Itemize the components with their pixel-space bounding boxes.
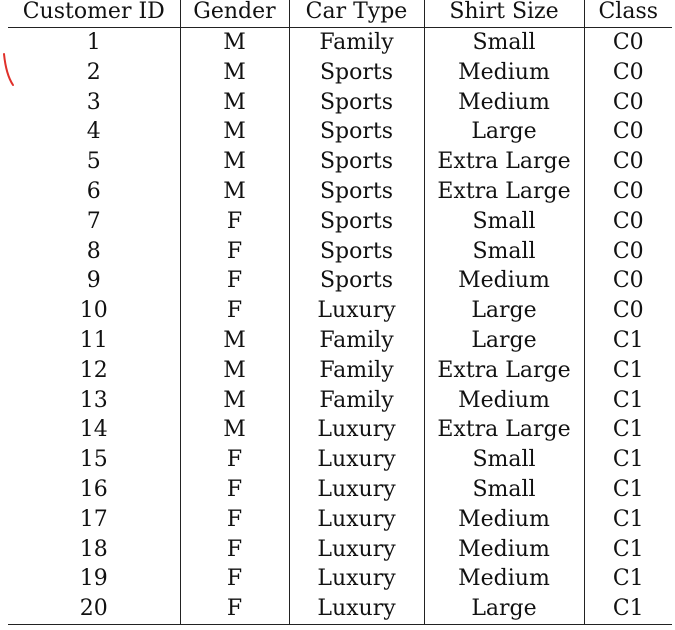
cell-gender: F (180, 266, 289, 296)
cell-car-type: Luxury (289, 415, 424, 445)
cell-shirt-size: Small (424, 237, 584, 267)
table-row (8, 535, 672, 565)
cell-car-type: Luxury (289, 594, 424, 624)
cell-gender: M (180, 177, 289, 207)
cell-gender: M (180, 356, 289, 386)
cell-gender: M (180, 28, 289, 58)
header-customer-id: Customer ID (8, 0, 180, 28)
cell-customer-id: 20 (8, 594, 180, 624)
cell-class: C1 (584, 326, 672, 356)
cell-class: C0 (584, 88, 672, 118)
cell-class: C0 (584, 207, 672, 237)
cell-car-type: Sports (289, 207, 424, 237)
cell-car-type: Sports (289, 58, 424, 88)
cell-gender: M (180, 58, 289, 88)
cell-customer-id: 18 (79, 536, 108, 562)
cell-shirt-size: Small (424, 207, 584, 237)
table-row (8, 296, 672, 326)
cell-customer-id: 9 (86, 268, 101, 294)
table-row (8, 237, 672, 267)
cell-shirt-size: Medium (424, 58, 584, 88)
cell-class: C1 (584, 535, 672, 565)
header-shirt-size: Shirt Size (424, 0, 584, 28)
cell-class: C0 (584, 147, 672, 177)
cell-shirt-size: Large (424, 326, 584, 356)
header-car-type: Car Type (289, 0, 424, 28)
table-row (8, 88, 672, 118)
cell-class: C0 (584, 117, 672, 147)
cell-shirt-size: Medium (424, 386, 584, 416)
table-row (8, 415, 672, 445)
cell-gender: F (180, 475, 289, 505)
table-row (8, 386, 672, 416)
cell-shirt-size: Medium (424, 564, 584, 594)
cell-car-type: Family (289, 356, 424, 386)
table-row (8, 594, 672, 624)
cell-car-type: Sports (289, 177, 424, 207)
cell-class: C0 (584, 177, 672, 207)
cell-shirt-size: Medium (424, 88, 584, 118)
cell-customer-id: 3 (86, 89, 101, 115)
cell-class: C1 (584, 564, 672, 594)
cell-car-type: Luxury (289, 535, 424, 565)
cell-car-type: Luxury (289, 445, 424, 475)
cell-class: C0 (584, 266, 672, 296)
cell-gender: F (180, 594, 289, 624)
cell-gender: F (180, 445, 289, 475)
cell-car-type: Luxury (289, 296, 424, 326)
cell-car-type: Family (289, 386, 424, 416)
table-row (8, 475, 672, 505)
cell-gender: M (180, 147, 289, 177)
cell-shirt-size: Large (424, 296, 584, 326)
cell-car-type: Family (289, 326, 424, 356)
table-row (8, 505, 672, 535)
cell-shirt-size: Extra Large (424, 147, 584, 177)
cell-shirt-size: Medium (424, 535, 584, 565)
cell-gender: F (180, 535, 289, 565)
cell-gender: M (180, 117, 289, 147)
cell-customer-id: 5 (86, 149, 101, 175)
cell-customer-id: 11 (79, 327, 108, 353)
cell-shirt-size: Extra Large (424, 356, 584, 386)
cell-shirt-size: Medium (424, 266, 584, 296)
cell-class: C1 (584, 356, 672, 386)
cell-car-type: Sports (289, 88, 424, 118)
cell-gender: M (180, 415, 289, 445)
cell-customer-id: 4 (86, 119, 101, 145)
cell-class: C1 (584, 505, 672, 535)
cell-customer-id: 12 (79, 357, 108, 383)
cell-shirt-size: Large (424, 117, 584, 147)
cell-class: C0 (584, 296, 672, 326)
data-table-container (8, 0, 672, 625)
cell-class: C1 (584, 594, 672, 624)
cell-gender: F (180, 237, 289, 267)
cell-shirt-size: Small (424, 445, 584, 475)
cell-class: C1 (584, 475, 672, 505)
table-row (8, 564, 672, 594)
table-row (8, 356, 672, 386)
cell-gender: F (180, 505, 289, 535)
cell-class: C0 (584, 58, 672, 88)
cell-customer-id: 13 (79, 387, 108, 413)
cell-shirt-size: Extra Large (424, 177, 584, 207)
cell-car-type: Luxury (289, 475, 424, 505)
cell-car-type: Sports (289, 237, 424, 267)
cell-shirt-size: Small (424, 28, 584, 58)
table-row (8, 207, 672, 237)
cell-customer-id: 17 (79, 506, 108, 532)
table-row (8, 147, 672, 177)
cell-gender: M (180, 88, 289, 118)
cell-gender: F (180, 564, 289, 594)
cell-shirt-size: Medium (424, 505, 584, 535)
cell-customer-id: 15 (79, 447, 108, 473)
header-gender: Gender (180, 0, 289, 28)
cell-customer-id: 7 (86, 208, 101, 234)
table-row (8, 266, 672, 296)
header-class: Class (584, 0, 672, 28)
customer-table (8, 0, 672, 625)
table-row (8, 326, 672, 356)
cell-customer-id: 19 (79, 566, 108, 592)
cell-car-type: Sports (289, 117, 424, 147)
table-row (8, 445, 672, 475)
cell-shirt-size: Large (424, 594, 584, 624)
cell-class: C1 (584, 386, 672, 416)
cell-customer-id: 16 (79, 476, 108, 502)
cell-car-type: Luxury (289, 564, 424, 594)
table-row (8, 177, 672, 207)
cell-car-type: Sports (289, 147, 424, 177)
cell-class: C0 (584, 28, 672, 58)
cell-customer-id: 8 (86, 238, 101, 264)
cell-customer-id: 14 (79, 417, 108, 443)
cell-gender: M (180, 386, 289, 416)
cell-class: C1 (584, 415, 672, 445)
cell-customer-id: 10 (79, 298, 108, 324)
cell-class: C0 (584, 237, 672, 267)
table-row (8, 28, 672, 58)
cell-car-type: Luxury (289, 505, 424, 535)
header-row (8, 0, 672, 28)
table-body (8, 28, 672, 625)
cell-class: C1 (584, 445, 672, 475)
cell-customer-id: 2 (86, 59, 101, 85)
table-row (8, 58, 672, 88)
cell-car-type: Sports (289, 266, 424, 296)
cell-car-type: Family (289, 28, 424, 58)
cell-gender: F (180, 207, 289, 237)
cell-customer-id: 1 (86, 30, 101, 55)
cell-customer-id: 6 (86, 178, 101, 204)
table-row (8, 117, 672, 147)
cell-shirt-size: Small (424, 475, 584, 505)
cell-gender: M (180, 326, 289, 356)
cell-shirt-size: Extra Large (424, 415, 584, 445)
cell-gender: F (180, 296, 289, 326)
